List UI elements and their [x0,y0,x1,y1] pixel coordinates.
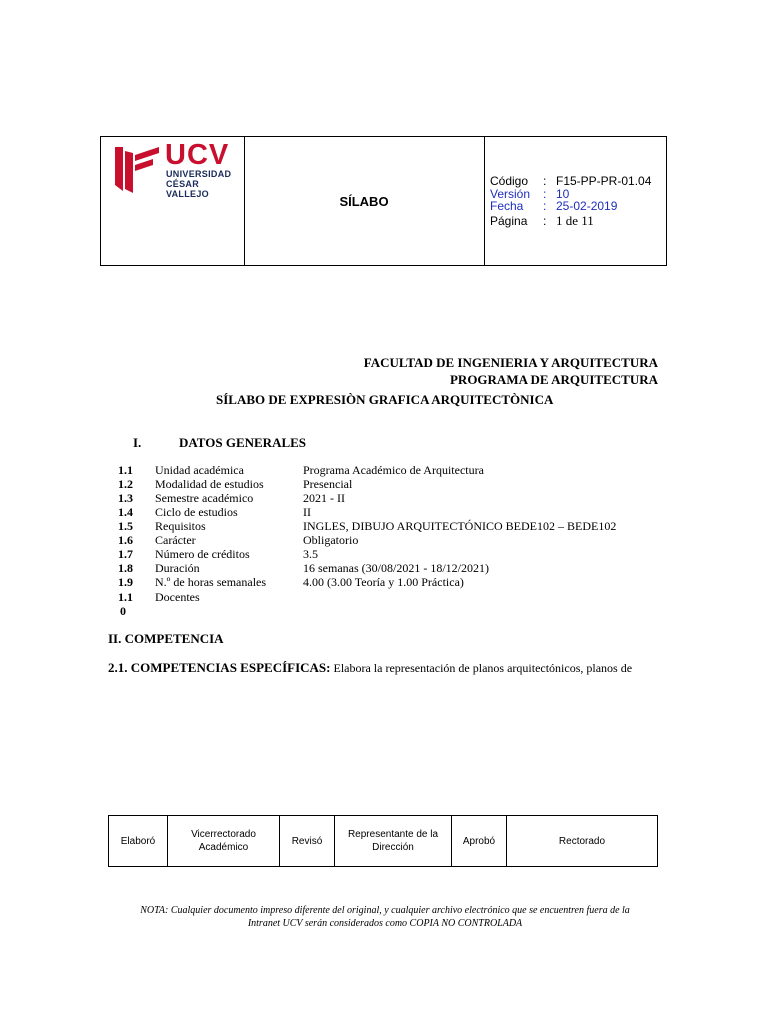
logo-text-cesar-vallejo: CÉSAR VALLEJO [166,179,209,199]
sig-aprobo: Aprobó [452,816,507,867]
syllabus-title: SÍLABO DE EXPRESIÒN GRAFICA ARQUITECTÒNICA [216,392,554,407]
logo-cell [101,137,245,265]
signature-table [108,815,658,867]
sig-vicerrectorado: Vicerrectorado Académico [168,816,280,867]
doc-type-title: SÍLABO [244,137,485,265]
footer-note-line-2: Intranet UCV serán considerados como COPIA NO CONTROLADA [247,918,523,929]
logo-text-universidad: UNIVERSIDAD [166,169,232,179]
logo-text-ucv: UCV [165,139,230,171]
sig-representante: Representante de la Dirección [335,816,452,867]
ucv-logo-mark-icon [113,143,163,193]
sig-rectorado: Rectorado [507,816,658,867]
sig-elaboro: Elaboró [109,816,168,867]
section-1-number: I. [133,435,142,450]
document-header [100,136,667,266]
competencias-text: Elabora la representación de planos arquitectónicos, planos de [333,661,633,675]
competencias-subtitle: 2.1. COMPETENCIAS ESPECÍFICAS: [108,660,331,675]
row-number-wrap-digit: 0 [120,604,126,618]
doc-meta-cell: Código : F15-PP-PR-01.04 Versión : 10 Fecha : 25-02-2019 Página : 1 de 11 [490,174,652,228]
sig-reviso: Revisó [280,816,335,867]
competencias-paragraph [108,660,632,676]
program-title: PROGRAMA DE ARQUITECTURA [449,372,658,387]
footer-note-line-1: NOTA: Cualquier documento impreso diferente del original, y cualquier archivo electrónico que se encuentren fuera de la [140,905,630,916]
section-2-title: II. COMPETENCIA [108,631,224,646]
faculty-title: FACULTAD DE INGENIERIA Y ARQUITECTURA [363,355,658,370]
section-1-title: DATOS GENERALES [179,435,307,450]
